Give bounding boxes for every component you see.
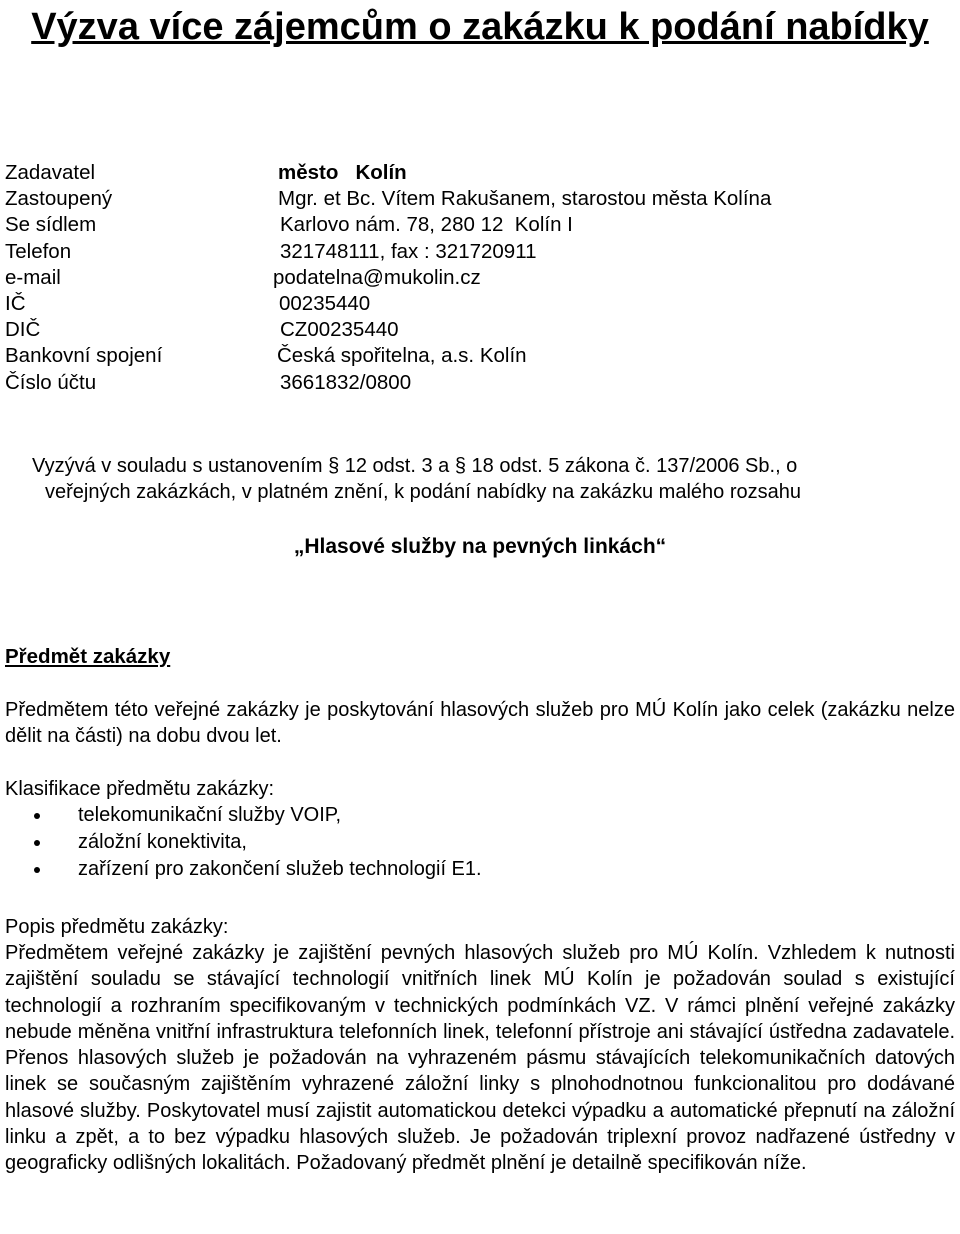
info-label: Číslo účtu — [5, 370, 97, 394]
info-value: CZ00235440 — [280, 318, 399, 342]
info-value: Mgr. et Bc. Vítem Rakušanem, starostou města Kolína — [278, 187, 772, 211]
contract-name: „Hlasové služby na pevných linkách“ — [293, 535, 667, 558]
list-item — [0, 802, 482, 829]
info-value: Česká spořitelna, a.s. Kolín — [277, 344, 527, 368]
info-value: 321748111, fax : 321720911 — [280, 239, 537, 263]
info-value: město Kolín — [278, 161, 407, 184]
subject-paragraph: Předmětem této veřejné zakázky je poskytování hlasových služeb pro MÚ Kolín jako celek (zakázku nelze dělit na části) na dobu dvou let. — [5, 699, 955, 748]
bullet-icon — [34, 840, 40, 846]
info-label: Zastoupený — [5, 187, 113, 211]
intro-line-1: Vyzývá v souladu s ustanovením § 12 odst. 3 a § 18 odst. 5 zákona č. 137/2006 Sb., o — [32, 455, 798, 477]
info-label: e-mail — [5, 265, 61, 289]
info-value: 00235440 — [279, 291, 371, 315]
info-label: Bankovní spojení — [5, 344, 163, 368]
page-title: Výzva více zájemcům o zakázku k podání nabídky — [31, 6, 929, 48]
intro-line-2: veřejných zakázkách, v platném znění, k podání nabídky na zakázku malého rozsahu — [45, 481, 801, 503]
list-item-text: telekomunikační služby VOIP, — [78, 804, 342, 826]
info-label: Zadavatel — [5, 161, 96, 184]
info-label: DIČ — [5, 318, 41, 342]
description-paragraph: Předmětem veřejné zakázky je zajištění pevných hlasových služeb pro MÚ Kolín. Vzhledem k nutnosti zajištění souladu se stávající technologií vnitřních linek MÚ Kolín je požadován soulad s existující technologií a rozhraním specifikovaným v technických podmínkách VZ. V rámci plnění veřejné zakázky nebude měněna vnitřní infrastruktura telefonních linek, telefonní přístroje ani stávající ústředna zadavatele. Přenos hlasových služeb je požadován na vyhrazeném pásmu stávajících telekomunikačních datových linek se současným zajištěním vyhrazené záložní linky s plnohodnotnou funkcionalitou pro dodávané hlasové služby. Poskytovatel musí zajistit automatickou detekci výpadku a automatické přepnutí na záložní linku a zpět, a to bez výpadku hlasových služeb. Je požadován triplexní provoz nadřazené ústředny v geograficky odlišných lokalitách. Požadovaný předmět plnění je detailně specifikován níže. — [5, 942, 955, 1175]
list-item-text: zařízení pro zakončení služeb technologií E1. — [78, 858, 482, 880]
classification-list — [0, 802, 482, 883]
info-label: Telefon — [5, 239, 72, 263]
list-item — [0, 829, 482, 856]
info-label: Se sídlem — [5, 213, 97, 237]
info-value: 3661832/0800 — [280, 370, 412, 394]
list-item — [0, 856, 482, 883]
info-value: podatelna@mukolin.cz — [273, 265, 481, 289]
info-value: Karlovo nám. 78, 280 12 Kolín I — [280, 213, 573, 237]
info-label: IČ — [5, 291, 26, 315]
bullet-icon — [34, 813, 40, 819]
intro-paragraph — [32, 453, 932, 505]
bullet-icon — [34, 867, 40, 873]
list-item-text: záložní konektivita, — [78, 831, 247, 853]
classification-label: Klasifikace předmětu zakázky: — [5, 778, 275, 800]
subject-heading: Předmět zakázky — [5, 645, 171, 668]
description-label: Popis předmětu zakázky: — [5, 916, 229, 938]
